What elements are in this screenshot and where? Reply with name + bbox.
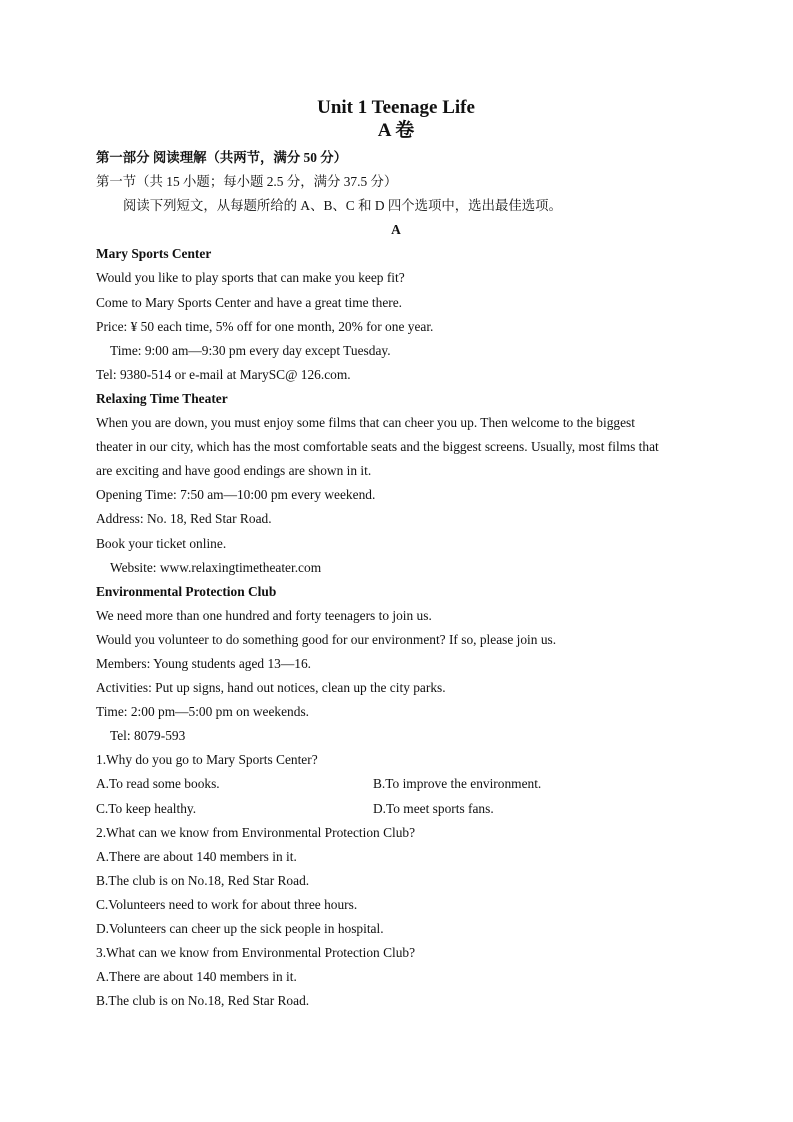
option-b: B.The club is on No.18, Red Star Road.: [96, 993, 310, 1009]
section-heading: 第一节（共 15 小题；每小题 2.5 分，满分 37.5 分）: [96, 174, 398, 190]
ad-title-theater: Relaxing Time Theater: [96, 390, 228, 406]
option-b: B.To improve the environment.: [373, 776, 542, 792]
unit-title: Unit 1 Teenage Life: [317, 97, 475, 118]
ad-address: Address: No. 18, Red Star Road.: [96, 511, 272, 527]
option-row: [96, 772, 696, 796]
ad-line: are exciting and have good endings are shown in it.: [96, 463, 372, 479]
document-content: [96, 96, 696, 1013]
ad-booking: Book your ticket online.: [96, 535, 227, 551]
question-stem: 1.Why do you go to Mary Sports Center?: [96, 752, 318, 768]
instruction-text: 阅读下列短文，从每题所给的 A、B、C 和 D 四个选项中，选出最佳选项。: [123, 198, 562, 214]
ad-line: Activities: Put up signs, hand out notices, clean up the city parks.: [96, 680, 446, 696]
question-stem: 3.What can we know from Environmental Protection Club?: [96, 945, 416, 961]
ad-line: Members: Young students aged 13—16.: [96, 655, 311, 671]
ad-line: theater in our city, which has the most comfortable seats and the biggest screens. Usually, most films that: [96, 439, 659, 455]
ad-line: Would you volunteer to do something good for our environment? If so, please join us.: [96, 631, 557, 647]
option-d: D.To meet sports fans.: [373, 800, 494, 816]
option-d: D.Volunteers can cheer up the sick people in hospital.: [96, 921, 384, 936]
option-a: A.There are about 140 members in it.: [96, 969, 297, 985]
ad-line: Come to Mary Sports Center and have a great time there.: [96, 294, 403, 310]
ad-line: We need more than one hundred and forty teenagers to join us.: [96, 607, 432, 623]
ad-line: Price: ¥ 50 each time, 5% off for one month, 20% for one year.: [96, 318, 434, 334]
ad-opening-time: Opening Time: 7:50 am—10:00 pm every weekend.: [96, 487, 376, 503]
part-heading: 第一部分 阅读理解（共两节，满分 50 分）: [96, 150, 348, 165]
ad-website: Website: www.relaxingtimetheater.com: [110, 559, 322, 575]
paper-subtitle: A 卷: [377, 120, 415, 141]
ad-time: Time: 9:00 am—9:30 pm every day except Tuesday.: [110, 342, 391, 358]
option-c: C.To keep healthy.: [96, 800, 197, 816]
option-b: B.The club is on No.18, Red Star Road.: [96, 872, 310, 888]
option-row: [96, 797, 696, 821]
option-c: C.Volunteers need to work for about three hours.: [96, 896, 358, 912]
ad-line: When you are down, you must enjoy some films that can cheer you up. Then welcome to the biggest: [96, 415, 635, 431]
ad-line: Would you like to play sports that can make you keep fit?: [96, 270, 405, 286]
option-a: A.There are about 140 members in it.: [96, 848, 297, 864]
passage-label: A: [391, 222, 401, 238]
ad-title-club: Environmental Protection Club: [96, 583, 277, 599]
option-a: A.To read some books.: [96, 776, 220, 792]
ad-title-sports: Mary Sports Center: [96, 246, 212, 262]
ad-line: Time: 2:00 pm—5:00 pm on weekends.: [96, 704, 310, 720]
ad-tel: Tel: 9380-514 or e-mail at MarySC@ 126.com.: [96, 366, 351, 382]
ad-tel: Tel: 8079-593: [110, 728, 186, 744]
question-stem: 2.What can we know from Environmental Protection Club?: [96, 824, 416, 840]
